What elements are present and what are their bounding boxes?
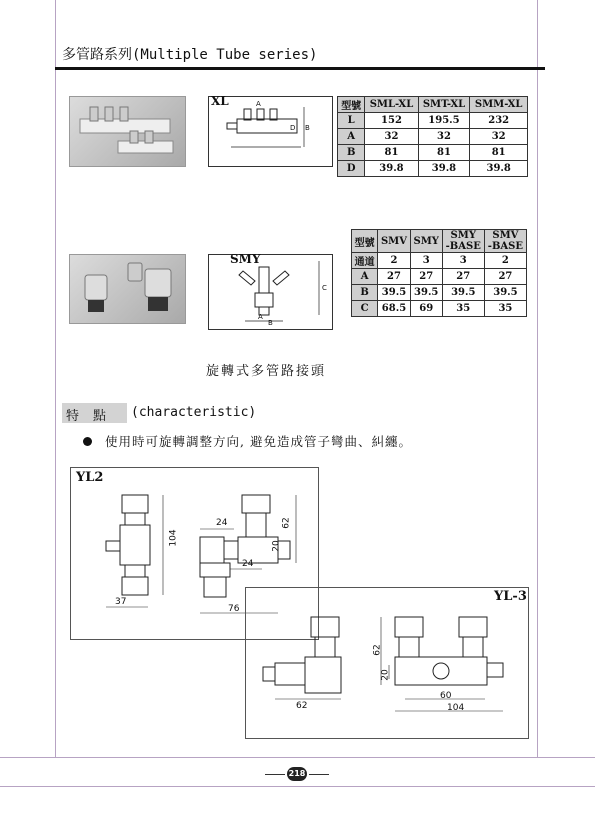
section-caption: 旋轉式多管路接頭: [206, 364, 327, 379]
yl2-dim-62: 62: [281, 517, 292, 529]
yl2-dim-24b: 24: [242, 559, 254, 569]
feature-bullet-text: 使用時可旋轉調整方向, 避免造成管子彎曲、糾纏。: [105, 434, 412, 449]
page-number-rule-right: [309, 774, 329, 775]
page-frame-right: [537, 0, 538, 757]
smy-table-row: [352, 269, 527, 285]
xl-table-cell: 81: [470, 145, 528, 161]
smy-diagram-label: SMY: [230, 252, 261, 266]
smy-dim-b: B: [268, 319, 273, 327]
page-number-rule-left: [265, 774, 285, 775]
smy-table-header-cell: 型號: [352, 230, 378, 253]
smy-table-cell: 69: [410, 301, 442, 317]
smy-product-photo: [69, 254, 186, 324]
smy-table-cell: 2: [378, 253, 411, 269]
xl-table-cell: 32: [418, 129, 470, 145]
xl-diagram-label: XL: [211, 94, 229, 108]
xl-table-header-row: [338, 97, 528, 113]
smy-table-cell: 27: [442, 269, 484, 285]
xl-table-row-label: L: [338, 113, 365, 129]
smy-table-row: [352, 301, 527, 317]
xl-table-cell: 152: [365, 113, 418, 129]
smy-table-cell: 39.5: [484, 285, 526, 301]
yl2-dim-24a: 24: [216, 518, 228, 528]
smy-table-header-row: [352, 230, 527, 253]
smy-table-row: [352, 253, 527, 269]
xl-table-row-label: A: [338, 129, 365, 145]
xl-dim-b: B: [305, 124, 310, 132]
xl-table-cell: 232: [470, 113, 528, 129]
xl-table-cell: 32: [365, 129, 418, 145]
feature-label-en: (characteristic): [131, 405, 257, 420]
yl3-dim-60: 60: [440, 691, 452, 701]
smy-table-header-cell: SMY -BASE: [442, 230, 484, 253]
xl-table-cell: 81: [365, 145, 418, 161]
smy-table-cell: 39.5: [410, 285, 442, 301]
smy-photo-drawing: [70, 255, 185, 323]
smy-dim-a: A: [258, 313, 263, 321]
smy-table-row-label: C: [352, 301, 378, 317]
xl-table-cell: 39.8: [365, 161, 418, 177]
xl-dim-a: A: [256, 100, 261, 108]
xl-table-cell: 32: [470, 129, 528, 145]
smy-table-cell: 27: [378, 269, 411, 285]
xl-table-header-cell: 型號: [338, 97, 365, 113]
smy-table-row-label: 通道: [352, 253, 378, 269]
xl-table-header-cell: SMT-XL: [418, 97, 470, 113]
bullet-dot: [83, 437, 92, 446]
smy-table-row: [352, 285, 527, 301]
xl-table-header-cell: SML-XL: [365, 97, 418, 113]
yl2-dim-37: 37: [115, 597, 127, 607]
xl-table-header-cell: SMM-XL: [470, 97, 528, 113]
xl-spec-table: [337, 96, 528, 177]
yl2-label: YL2: [76, 470, 104, 485]
xl-table-row-label: B: [338, 145, 365, 161]
yl3-dim-20: 20: [380, 669, 391, 681]
feature-label: 特點: [66, 409, 121, 424]
xl-table-cell: 195.5: [418, 113, 470, 129]
smy-table-header-cell: SMY: [410, 230, 442, 253]
yl3-label: YL-3: [494, 589, 527, 604]
smy-table-row-label: B: [352, 285, 378, 301]
smy-table-cell: 35: [484, 301, 526, 317]
xl-photo-drawing: [70, 97, 185, 166]
xl-table-cell: 39.8: [418, 161, 470, 177]
xl-table-cell: 39.8: [470, 161, 528, 177]
smy-diagram-drawing: [209, 255, 332, 329]
smy-spec-table: [351, 229, 527, 317]
smy-dim-c: C: [322, 284, 327, 292]
header-rule: [55, 67, 545, 70]
smy-table-cell: 39.5: [378, 285, 411, 301]
smy-table-header-cell: SMV: [378, 230, 411, 253]
xl-product-photo: [69, 96, 186, 167]
xl-table-row-label: D: [338, 161, 365, 177]
smy-table-cell: 35: [442, 301, 484, 317]
page-frame-bottom: [0, 757, 595, 758]
smy-table-cell: 39.5: [442, 285, 484, 301]
page-frame-footer: [0, 786, 595, 787]
smy-table-cell: 27: [410, 269, 442, 285]
page-number: 218: [287, 767, 307, 781]
xl-table-cell: 81: [418, 145, 470, 161]
page-frame-left: [55, 0, 56, 757]
yl3-dim-62a: 62: [372, 644, 383, 656]
xl-table-row: [338, 161, 528, 177]
xl-table-row: [338, 129, 528, 145]
yl2-dim-104: 104: [168, 529, 179, 547]
yl3-drawing: [245, 587, 527, 737]
smy-table-cell: 3: [410, 253, 442, 269]
smy-table-row-label: A: [352, 269, 378, 285]
yl2-dim-76: 76: [228, 604, 240, 614]
yl3-dim-62b: 62: [296, 701, 308, 711]
xl-table-row: [338, 145, 528, 161]
page-title: 多管路系列(Multiple Tube series): [62, 47, 318, 63]
smy-table-cell: 27: [484, 269, 526, 285]
smy-table-cell: 68.5: [378, 301, 411, 317]
xl-dim-d: D: [290, 124, 296, 132]
smy-table-header-cell: SMV -BASE: [484, 230, 526, 253]
smy-table-cell: 2: [484, 253, 526, 269]
yl3-dim-104: 104: [447, 703, 465, 713]
yl2-dim-20: 20: [271, 540, 282, 552]
xl-table-row: [338, 113, 528, 129]
smy-table-cell: 3: [442, 253, 484, 269]
